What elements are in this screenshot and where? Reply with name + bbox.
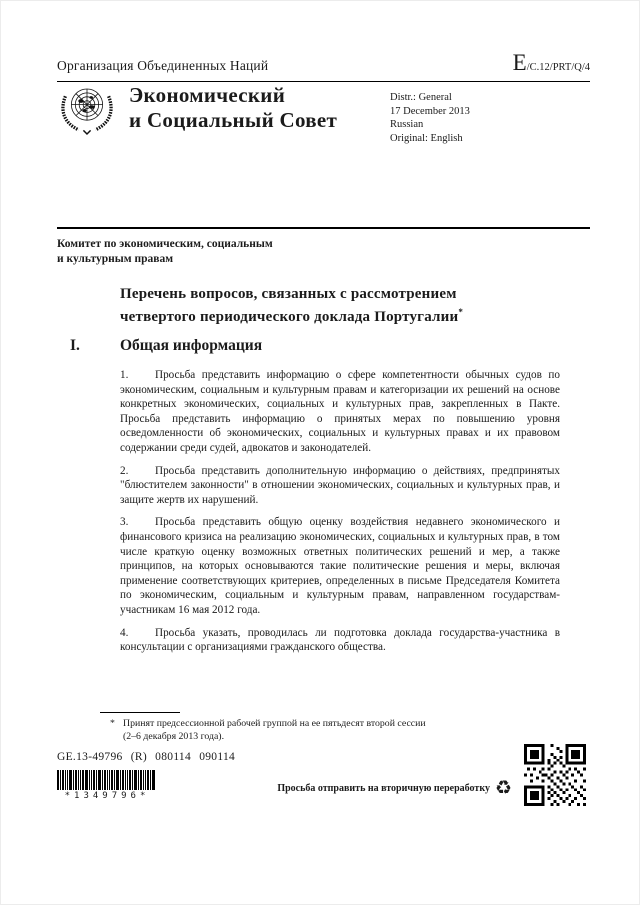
recycle-note <box>277 779 512 798</box>
committee-name-line2: и культурным правам <box>57 252 174 265</box>
barcode <box>57 770 157 801</box>
council-title-line2: и Социальный Совет <box>129 108 338 132</box>
section-heading-text: Общая информация <box>120 337 263 354</box>
document-symbol-number: /C.12/PRT/Q/4 <box>526 62 590 73</box>
un-emblem-icon <box>57 83 117 137</box>
paragraph-4 <box>120 626 560 655</box>
document-symbol <box>513 50 590 76</box>
footnote-block <box>100 712 440 743</box>
paragraph-1-number: 1. <box>120 369 129 381</box>
document-title-line1: Перечень вопросов, связанных с рассмотрением <box>120 286 457 302</box>
paragraph-3 <box>120 515 560 617</box>
document-header <box>57 50 590 82</box>
original-language-line: Original: English <box>390 132 463 144</box>
qr-code <box>524 744 586 806</box>
footnote <box>110 718 440 743</box>
document-symbol-series: E <box>512 50 527 75</box>
document-body <box>120 368 560 663</box>
paragraph-1 <box>120 368 560 456</box>
distribution-block <box>390 91 470 145</box>
council-title-line1: Экономический <box>129 83 286 107</box>
committee-name-line1: Комитет по экономическим, социальным <box>57 238 273 250</box>
paragraph-4-text: Просьба указать, проводилась ли подготовка доклада государства-участника в консультации с организациями гражданского общества. <box>120 626 560 654</box>
document-title <box>120 285 540 326</box>
masthead <box>57 83 337 137</box>
barcode-label: *1349796* <box>64 791 150 801</box>
paragraph-2 <box>120 464 560 508</box>
committee-name <box>57 237 273 266</box>
footnote-content: Принят предсессионной рабочей группой на ее пятьдесят второй сессии (2–6 декабря 2013 года). <box>123 718 426 742</box>
paragraph-4-number: 4. <box>120 626 129 639</box>
document-title-line2-text: четвертого периодического доклада Португалии <box>120 309 459 325</box>
paragraph-2-text: Просьба представить дополнительную информацию о действиях, предпринятых "блюстителем законности" в отношении экономических, социальных и культурных прав, и защите жертв их нарушений. <box>120 464 560 506</box>
barcode-bars <box>57 770 157 790</box>
footnote-separator <box>100 712 180 713</box>
council-title <box>129 83 337 133</box>
paragraph-2-number: 2. <box>120 464 129 477</box>
language-line: Russian <box>390 119 424 130</box>
section-numeral: I. <box>70 337 80 354</box>
paragraph-1-text: Просьба представить информацию о сфере компетентности обычных судов по экономическим, социальным и культурным правам и категоризации их решений на основе конкретных экономических, социальных и культурных прав, закрепленных в Пакте. Просьба представить информацию о принятых мерах по повышению уровня осведомленности об экономических, социальных и культурных правах и их правовом содержании среди судей, адвокатов и законодателей. <box>120 369 560 454</box>
un-org-name: Организация Объединенных Наций <box>57 58 269 73</box>
title-footnote-marker: * <box>458 307 464 317</box>
distr-line: Distr.: General <box>390 92 452 103</box>
paragraph-3-text: Просьба представить общую оценку воздействия недавнего экономического и финансового кризиса на реализацию экономических, социальных и культурных прав, в том числе краткую оценку возможных ответных политических решений и мер, а также принципов, на которых основываются такие политические решения и меры, включая применение соответствующих критериев, определенных в письме Председателя Комитета по экономическим, социальным и культурным правам, направленном государствам-участникам 16 мая 2012 года. <box>120 516 560 616</box>
header-divider <box>57 227 590 229</box>
footnote-marker: * <box>110 718 115 729</box>
section-heading <box>57 337 262 355</box>
recycle-note-text: Просьба отправить на вторичную переработку <box>277 783 490 794</box>
document-title-line2 <box>120 303 540 326</box>
date-line: 17 December 2013 <box>390 105 470 117</box>
paragraph-3-number: 3. <box>120 516 129 529</box>
recycle-icon: ♻ <box>494 777 512 799</box>
ge-distribution-number: GE.13-49796 (R) 080114 090114 <box>57 751 236 763</box>
